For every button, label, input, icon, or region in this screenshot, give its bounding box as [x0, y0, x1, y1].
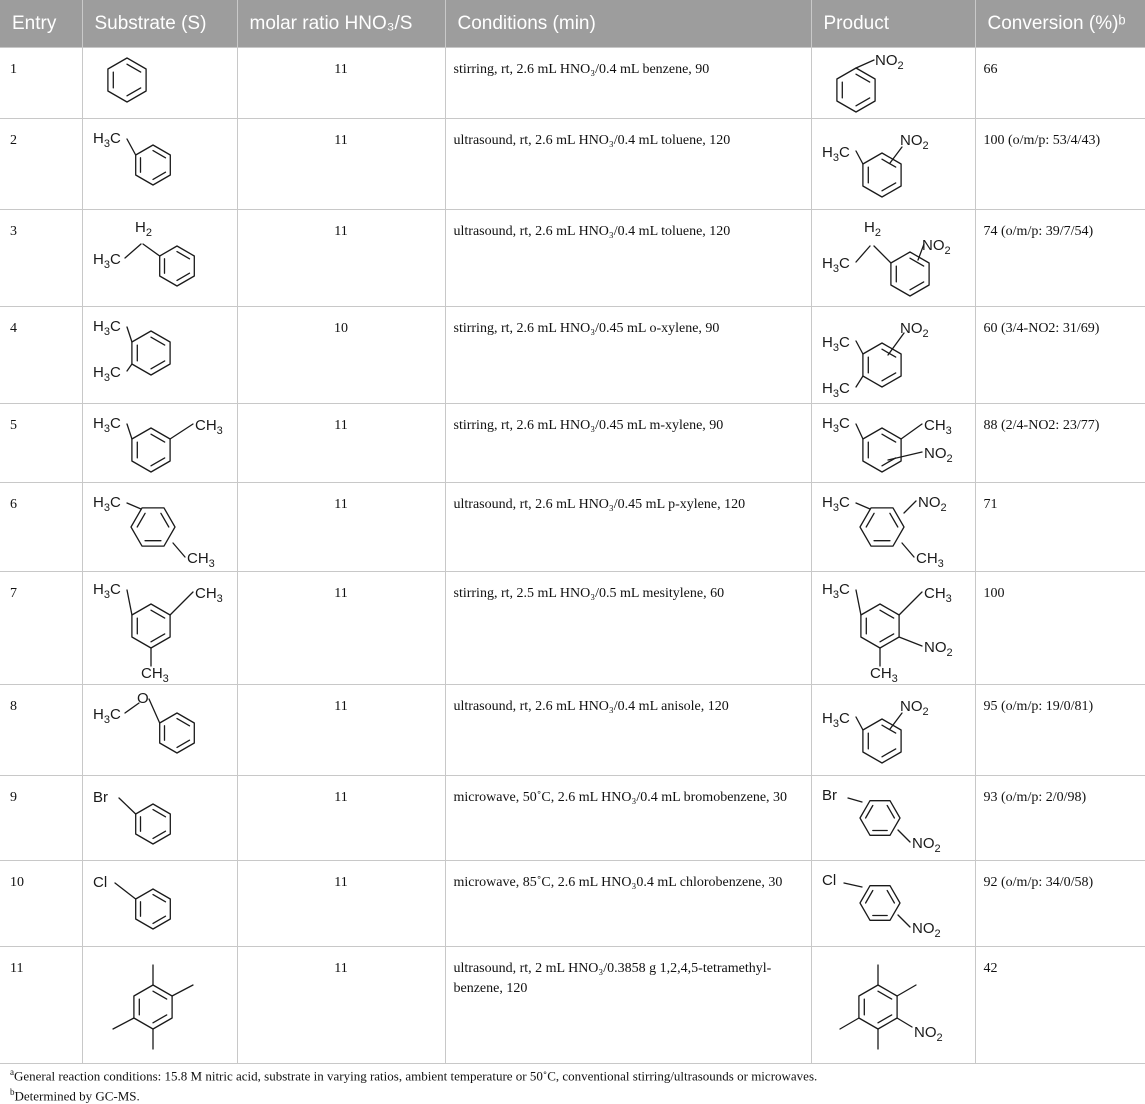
ratio-cell: 11 — [237, 119, 445, 210]
conditions-cell: stirring, rt, 2.5 mL HNO₃/0.5 mL mesitylene, 60 — [445, 572, 811, 685]
bond — [127, 424, 132, 439]
conditions-cell: ultrasound, rt, 2.6 mL HNO₃/0.4 mL toluene, 120 — [445, 119, 811, 210]
product-cell — [811, 483, 975, 572]
bond — [173, 543, 185, 557]
table-row — [0, 776, 1145, 861]
atom-label: $H_3C$ — [821, 380, 850, 400]
substrate-cell — [82, 685, 237, 776]
conversion-cell: 100 (o/m/p: 53/4/43) — [975, 119, 1145, 210]
header-conditions: Conditions (min) — [445, 0, 811, 48]
conversion-cell: 66 — [975, 48, 1145, 119]
product-cell — [811, 307, 975, 404]
bond — [856, 246, 870, 262]
ratio-cell: 11 — [237, 947, 445, 1064]
ratio-cell: 11 — [237, 210, 445, 307]
bond — [897, 1018, 912, 1027]
atom-label: $NO_2$ — [899, 320, 929, 340]
header-row — [0, 0, 1145, 48]
atom-label: $H_3C$ — [821, 581, 850, 601]
bond — [856, 151, 863, 164]
bond — [840, 1018, 859, 1029]
atom-label: $NO_2$ — [917, 494, 947, 514]
ratio-cell: 11 — [237, 861, 445, 947]
atom-label: O — [136, 690, 149, 707]
nitro-p-xylene-structure — [818, 487, 968, 569]
atom-label: $CH_3$ — [186, 550, 215, 569]
table-row — [0, 404, 1145, 483]
atom-label: $CH_3$ — [923, 585, 952, 605]
nitrobenzene-structure — [818, 52, 968, 116]
conversion-cell: 71 — [975, 483, 1145, 572]
substrate-cell — [82, 404, 237, 483]
header-molar-ratio: molar ratio HNO₃/S — [237, 0, 445, 48]
table-row — [0, 947, 1145, 1064]
footnote-a — [10, 1067, 817, 1084]
atom-label: $NO_2$ — [911, 835, 941, 855]
product-cell — [811, 48, 975, 119]
anisole-structure — [89, 689, 229, 765]
atom-label: $H_3C$ — [821, 144, 850, 164]
atom-label: $H_3C$ — [92, 318, 121, 338]
bond — [856, 590, 861, 615]
substrate-cell — [82, 572, 237, 685]
atom-label: $NO_2$ — [923, 639, 953, 659]
conversion-cell: 95 (o/m/p: 19/0/81) — [975, 685, 1145, 776]
table-row — [0, 483, 1145, 572]
atom-label: $NO_2$ — [899, 698, 929, 718]
bond — [115, 883, 136, 899]
bond — [856, 341, 863, 354]
atom-label: $H_2$ — [863, 219, 881, 239]
bond — [898, 915, 910, 927]
product-cell — [811, 776, 975, 861]
entry-cell: 1 — [0, 48, 82, 119]
bond — [127, 139, 136, 155]
atom-label: $CH_3$ — [194, 417, 223, 437]
atom-label: $H_3C$ — [92, 415, 121, 435]
nitrotetramethylbenzene-structure — [818, 951, 973, 1057]
substrate-cell — [82, 119, 237, 210]
atom-label: $CH_3$ — [869, 665, 898, 682]
conversion-cell: 42 — [975, 947, 1145, 1064]
atom-label: $NO_2$ — [874, 52, 904, 72]
nitroethylbenzene-structure — [818, 214, 968, 304]
atom-label: $NO_2$ — [921, 237, 951, 257]
footnote-b — [10, 1087, 140, 1104]
bond — [143, 244, 160, 256]
atom-label: $H_2$ — [134, 219, 152, 239]
conditions-cell: ultrasound, rt, 2.6 mL HNO₃/0.4 mL anisole, 120 — [445, 685, 811, 776]
entry-cell: 6 — [0, 483, 82, 572]
atom-label: $H_3C$ — [92, 130, 121, 150]
bond — [856, 503, 870, 509]
bond — [127, 364, 132, 371]
entry-cell: 5 — [0, 404, 82, 483]
product-cell — [811, 119, 975, 210]
o-xylene-structure — [89, 311, 229, 395]
entry-cell: 4 — [0, 307, 82, 404]
bond — [113, 1018, 134, 1029]
atom-label: $NO_2$ — [913, 1024, 943, 1044]
table-row — [0, 685, 1145, 776]
atom-label: $H_3C$ — [92, 251, 121, 271]
tetramethylbenzene-structure — [89, 951, 229, 1055]
conversion-cell: 60 (3/4-NO2: 31/69) — [975, 307, 1145, 404]
conditions-cell: stirring, rt, 2.6 mL HNO₃/0.45 mL m-xylene, 90 — [445, 404, 811, 483]
ratio-cell: 11 — [237, 48, 445, 119]
nitrochlorobenzene-structure — [818, 865, 968, 941]
conditions-cell: microwave, 85˚C, 2.6 mL HNO₃0.4 mL chlorobenzene, 30 — [445, 861, 811, 947]
atom-label: $CH_3$ — [915, 550, 944, 569]
atom-label: $H_3C$ — [92, 581, 121, 601]
atom-label: $NO_2$ — [899, 132, 929, 152]
ratio-cell: 11 — [237, 685, 445, 776]
substrate-cell — [82, 947, 237, 1064]
bond — [856, 717, 863, 730]
conversion-cell: 100 — [975, 572, 1145, 685]
bond — [902, 543, 914, 557]
table-row — [0, 48, 1145, 119]
atom-label: $H_3C$ — [821, 255, 850, 275]
conditions-cell: ultrasound, rt, 2.6 mL HNO₃/0.4 mL toluene, 120 — [445, 210, 811, 307]
product-cell — [811, 404, 975, 483]
conversion-cell: 74 (o/m/p: 39/7/54) — [975, 210, 1145, 307]
table-body — [0, 48, 1145, 1064]
p-xylene-structure — [89, 487, 229, 569]
nitrobromobenzene-structure — [818, 780, 968, 856]
atom-label: $CH_3$ — [140, 665, 169, 682]
header-conversion: Conversion (%)ᵇ — [975, 0, 1145, 48]
bond — [899, 637, 922, 646]
nitro-o-xylene-structure — [818, 311, 968, 401]
atom-label: $H_3C$ — [92, 494, 121, 514]
bond — [149, 699, 160, 723]
atom-label: Br — [92, 789, 108, 806]
benzene-structure — [89, 52, 229, 112]
table-row — [0, 572, 1145, 685]
ratio-cell: 11 — [237, 572, 445, 685]
entry-cell: 10 — [0, 861, 82, 947]
entry-cell: 9 — [0, 776, 82, 861]
bond — [848, 798, 862, 802]
bond — [125, 244, 141, 258]
bond — [170, 424, 193, 439]
bond — [874, 246, 891, 263]
atom-label: $H_3C$ — [821, 415, 850, 435]
atom-label: $H_3C$ — [821, 494, 850, 514]
table-row — [0, 307, 1145, 404]
atom-label: $NO_2$ — [923, 445, 953, 465]
ratio-cell: 11 — [237, 404, 445, 483]
table-row — [0, 119, 1145, 210]
toluene-structure — [89, 123, 229, 199]
bond — [856, 424, 863, 439]
atom-label: $CH_3$ — [194, 585, 223, 605]
conditions-cell: stirring, rt, 2.6 mL HNO₃/0.45 mL o-xylene, 90 — [445, 307, 811, 404]
ratio-cell: 11 — [237, 776, 445, 861]
bond — [901, 424, 922, 439]
header-product: Product — [811, 0, 975, 48]
mesitylene-structure — [89, 576, 229, 682]
substrate-cell — [82, 776, 237, 861]
entry-cell: 8 — [0, 685, 82, 776]
nitrotoluene-structure — [818, 123, 968, 207]
bond — [127, 503, 141, 509]
product-cell — [811, 861, 975, 947]
entry-cell: 3 — [0, 210, 82, 307]
bond — [897, 985, 916, 996]
bond — [888, 452, 922, 460]
footnote-a-mark: a — [10, 1067, 14, 1077]
atom-label: $H_3C$ — [821, 710, 850, 730]
header-entry: Entry — [0, 0, 82, 48]
bond — [170, 592, 193, 615]
atom-label: $H_3C$ — [92, 706, 121, 726]
substrate-cell — [82, 861, 237, 947]
substrate-cell — [82, 48, 237, 119]
atom-label: Cl — [821, 872, 836, 889]
bond — [904, 501, 916, 513]
ratio-cell: 10 — [237, 307, 445, 404]
ratio-cell: 11 — [237, 483, 445, 572]
conditions-cell: ultrasound, rt, 2 mL HNO₃/0.3858 g 1,2,4,5-tetramethyl-benzene, 120 — [445, 947, 811, 1064]
product-cell — [811, 572, 975, 685]
bond — [119, 798, 136, 814]
conversion-cell: 92 (o/m/p: 34/0/58) — [975, 861, 1145, 947]
table-row — [0, 210, 1145, 307]
product-cell — [811, 210, 975, 307]
table-row — [0, 861, 1145, 947]
conversion-cell: 93 (o/m/p: 2/0/98) — [975, 776, 1145, 861]
substrate-cell — [82, 483, 237, 572]
footnote-b-text: Determined by GC-MS. — [14, 1088, 140, 1104]
entry-cell: 11 — [0, 947, 82, 1064]
bond — [172, 985, 193, 996]
footnote-a-text: General reaction conditions: 15.8 M nitric acid, substrate in varying ratios, ambient temperature or 50˚C, conventional stirring/ultrasounds or microwaves. — [14, 1068, 818, 1084]
bond — [856, 60, 874, 68]
bond — [127, 590, 132, 615]
atom-label: Br — [821, 787, 837, 804]
conditions-cell: microwave, 50˚C, 2.6 mL HNO₃/0.4 mL bromobenzene, 30 — [445, 776, 811, 861]
bond — [844, 883, 862, 887]
conversion-cell: 88 (2/4-NO2: 23/77) — [975, 404, 1145, 483]
bond — [856, 376, 863, 387]
atom-label: Cl — [92, 874, 107, 891]
atom-label: $H_3C$ — [92, 364, 121, 384]
bond — [127, 327, 132, 342]
header-substrate: Substrate (S) — [82, 0, 237, 48]
entry-cell: 2 — [0, 119, 82, 210]
m-xylene-structure — [89, 408, 229, 480]
nitroanisole-structure — [818, 689, 968, 773]
bond — [899, 592, 922, 615]
nitromesitylene-structure — [818, 576, 973, 682]
entry-cell: 7 — [0, 572, 82, 685]
conditions-cell: ultrasound, rt, 2.6 mL HNO₃/0.45 mL p-xylene, 120 — [445, 483, 811, 572]
chlorobenzene-structure — [89, 865, 229, 939]
footnote-b-mark: b — [10, 1087, 15, 1097]
nitro-m-xylene-structure — [818, 408, 973, 480]
product-cell — [811, 947, 975, 1064]
ethylbenzene-structure — [89, 214, 229, 300]
product-cell — [811, 685, 975, 776]
bond — [898, 830, 910, 842]
substrate-cell — [82, 307, 237, 404]
bromobenzene-structure — [89, 780, 229, 854]
conditions-cell: stirring, rt, 2.6 mL HNO₃/0.4 mL benzene, 90 — [445, 48, 811, 119]
atom-label: $NO_2$ — [911, 920, 941, 940]
atom-label: $CH_3$ — [923, 417, 952, 437]
atom-label: $H_3C$ — [821, 334, 850, 354]
substrate-cell — [82, 210, 237, 307]
